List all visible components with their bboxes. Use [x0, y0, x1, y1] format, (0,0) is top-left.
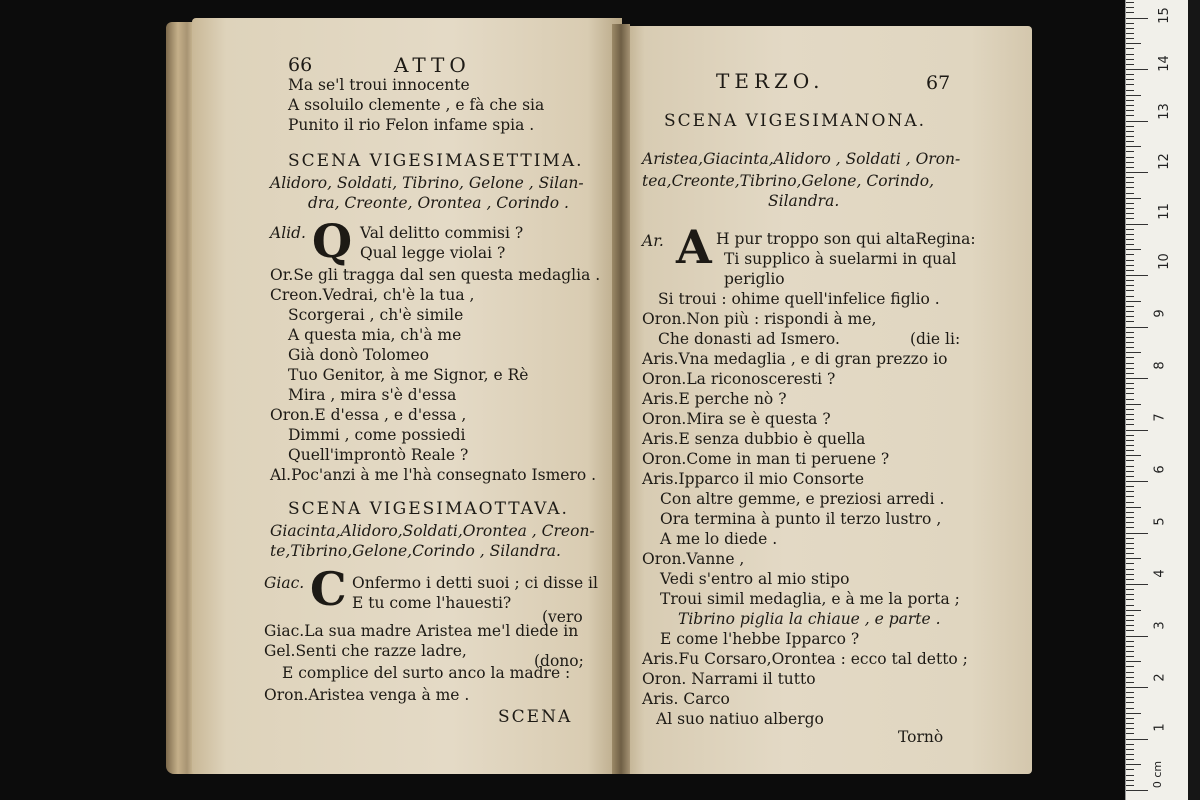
ruler-tick	[1126, 450, 1134, 451]
ruler-tick	[1126, 69, 1148, 70]
speaker-label: Alid.	[270, 224, 306, 242]
ruler-tick	[1126, 193, 1134, 194]
text-line: Oron.Mira se è questa ?	[642, 410, 831, 428]
ruler-tick	[1126, 749, 1134, 750]
ruler-label: 5	[1152, 517, 1168, 526]
ruler-tick	[1126, 599, 1134, 600]
scene-title: SCENA VIGESIMAOTTAVA.	[288, 499, 569, 519]
book-gutter	[612, 24, 630, 774]
text-line: Con altre gemme, e preziosi arredi .	[660, 490, 945, 508]
speaker-label: Ar.	[642, 232, 664, 250]
ruler-tick	[1126, 538, 1134, 539]
ruler-tick	[1126, 383, 1134, 384]
ruler-tick	[1126, 172, 1148, 173]
ruler-tick	[1126, 620, 1134, 621]
text-line: Creon.Vedrai, ch'è la tua ,	[270, 286, 475, 304]
ruler-tick	[1126, 584, 1148, 585]
ruler-tick	[1126, 90, 1134, 91]
ruler-tick	[1126, 352, 1141, 353]
text-line: Aris.Vna medaglia , e di gran prezzo io	[642, 350, 948, 368]
cast-list: dra, Creonte, Orontea , Corindo .	[308, 194, 569, 212]
text-line: (dono;	[534, 652, 584, 670]
ruler-tick	[1126, 430, 1148, 431]
text-line: Al suo natiuo albergo	[656, 710, 824, 728]
ruler-tick	[1126, 630, 1134, 631]
speaker-label: Giac.	[264, 574, 305, 592]
text-line: Vedi s'entro al mio stipo	[660, 570, 850, 588]
ruler-tick	[1126, 357, 1134, 358]
text-line: Scorgerai , ch'è simile	[288, 306, 464, 324]
ruler-tick	[1126, 393, 1134, 394]
ruler-label: 11	[1156, 203, 1172, 220]
text-line: Gel.Senti che razze ladre,	[264, 642, 467, 660]
ruler-tick	[1126, 121, 1148, 122]
ruler-tick	[1126, 687, 1148, 688]
text-line: Oron.Vanne ,	[642, 550, 745, 568]
left-page-number: 66	[288, 54, 313, 76]
text-line: Or.Se gli tragga dal sen questa medaglia .	[270, 266, 601, 284]
ruler-label: 7	[1152, 413, 1168, 422]
ruler-tick	[1126, 491, 1134, 492]
ruler-tick	[1126, 48, 1134, 49]
ruler-tick	[1126, 141, 1134, 142]
ruler-tick	[1126, 43, 1141, 44]
ruler-tick	[1126, 249, 1141, 250]
ruler-tick	[1126, 18, 1148, 19]
text-line: E come l'hebbe Ipparco ?	[660, 630, 860, 648]
ruler-tick	[1126, 476, 1134, 477]
ruler-tick	[1126, 672, 1134, 673]
ruler-label: 2	[1152, 673, 1168, 682]
catchword: Tornò	[898, 728, 944, 746]
ruler-tick	[1126, 543, 1134, 544]
ruler-tick	[1126, 316, 1134, 317]
ruler-tick	[1126, 146, 1141, 147]
ruler-tick	[1126, 455, 1141, 456]
text-line: Qual legge violai ?	[360, 244, 506, 262]
ruler-tick	[1126, 785, 1134, 786]
ruler-tick	[1126, 290, 1134, 291]
ruler-label: 12	[1156, 153, 1172, 170]
ruler-tick	[1126, 177, 1134, 178]
ruler-tick	[1126, 656, 1134, 657]
ruler-tick	[1126, 198, 1141, 199]
ruler-label: 0 cm	[1151, 760, 1165, 789]
ruler-tick	[1126, 625, 1134, 626]
ruler-tick	[1126, 702, 1134, 703]
ruler-tick	[1126, 496, 1134, 497]
drop-cap: A	[676, 220, 712, 274]
ruler-tick	[1126, 218, 1134, 219]
text-line: Tuo Genitor, à me Signor, e Rè	[288, 366, 529, 384]
ruler-tick	[1126, 254, 1134, 255]
ruler-tick	[1126, 677, 1134, 678]
ruler-tick	[1126, 790, 1148, 791]
ruler-tick	[1126, 527, 1134, 528]
ruler-tick	[1126, 157, 1134, 158]
ruler-tick	[1126, 270, 1134, 271]
ruler-tick	[1126, 105, 1134, 106]
ruler-tick	[1126, 445, 1134, 446]
text-line: Aris.Fu Corsaro,Orontea : ecco tal detto ;	[642, 650, 968, 668]
text-line: H pur troppo son qui altaRegina:	[716, 230, 976, 248]
ruler-tick	[1126, 7, 1134, 8]
ruler-tick	[1126, 424, 1134, 425]
ruler-tick	[1126, 713, 1141, 714]
ruler-tick	[1126, 615, 1134, 616]
ruler-tick	[1126, 636, 1148, 637]
ruler-label: 8	[1152, 361, 1168, 370]
ruler-tick	[1126, 95, 1141, 96]
cast-list: te,Tibrino,Gelone,Corindo , Silandra.	[270, 542, 561, 560]
text-line: A ssoluilo clemente , e fà che sia	[288, 96, 545, 114]
ruler-edge	[1188, 0, 1200, 800]
ruler-tick	[1126, 440, 1134, 441]
text-line: Punito il rio Felon infame spia .	[288, 116, 535, 134]
ruler-tick	[1126, 646, 1134, 647]
text-line: Oron.Non più : rispondi à me,	[642, 310, 877, 328]
ruler-tick	[1126, 780, 1134, 781]
ruler-tick	[1126, 224, 1148, 225]
text-line: Quell'improntò Reale ?	[288, 446, 469, 464]
ruler-tick	[1126, 409, 1134, 410]
left-running-head: ATTO	[394, 53, 471, 77]
text-line: Val delitto commisi ?	[360, 224, 524, 242]
ruler-tick	[1126, 502, 1134, 503]
cast-list: Aristea,Giacinta,Alidoro , Soldati , Oron-	[642, 150, 961, 168]
ruler-tick	[1126, 507, 1141, 508]
ruler-tick	[1126, 378, 1148, 379]
text-line: A me lo diede .	[660, 530, 778, 548]
right-page	[620, 26, 1032, 774]
ruler-tick	[1126, 723, 1134, 724]
text-line: Giac.La sua madre Aristea me'l diede in	[264, 622, 579, 640]
ruler-tick	[1126, 229, 1134, 230]
text-line: Oron. Narrami il tutto	[642, 670, 816, 688]
ruler-tick	[1126, 579, 1134, 580]
ruler-tick	[1126, 553, 1134, 554]
ruler-tick	[1126, 769, 1134, 770]
text-line: Aris.E senza dubbio è quella	[642, 430, 866, 448]
ruler-tick	[1126, 208, 1134, 209]
ruler-tick	[1126, 605, 1134, 606]
ruler-tick	[1126, 327, 1148, 328]
ruler-label: 1	[1152, 723, 1168, 732]
ruler-tick	[1126, 187, 1134, 188]
ruler-tick	[1126, 136, 1134, 137]
ruler-tick	[1126, 517, 1134, 518]
left-page	[192, 18, 622, 774]
text-line: Al.Poc'anzi à me l'hà consegnato Ismero .	[270, 466, 597, 484]
ruler-label: 9	[1152, 309, 1168, 318]
ruler-tick	[1126, 708, 1134, 709]
ruler-tick	[1126, 275, 1148, 276]
ruler-tick	[1126, 2, 1134, 3]
ruler-tick	[1126, 79, 1134, 80]
ruler-tick	[1126, 54, 1134, 55]
text-line: Ti supplico à suelarmi in qual	[724, 250, 957, 268]
ruler-tick	[1126, 739, 1148, 740]
text-line: periglio	[724, 270, 785, 288]
ruler-tick	[1126, 419, 1134, 420]
ruler-tick	[1126, 59, 1134, 60]
ruler-tick	[1126, 126, 1134, 127]
text-line: Troui simil medaglia, e à me la porta ;	[660, 590, 960, 608]
ruler-tick	[1126, 481, 1148, 482]
text-line: Già donò Tolomeo	[288, 346, 429, 364]
ruler-label: 15	[1156, 7, 1172, 24]
ruler-tick	[1126, 74, 1134, 75]
ruler-tick	[1126, 347, 1134, 348]
text-line: Oron.La riconosceresti ?	[642, 370, 836, 388]
ruler-tick	[1126, 728, 1134, 729]
ruler-tick	[1126, 666, 1134, 667]
ruler-tick	[1126, 373, 1134, 374]
ruler-tick	[1126, 213, 1134, 214]
ruler-tick	[1126, 661, 1141, 662]
right-running-head: TERZO.	[716, 69, 825, 93]
ruler-tick	[1126, 285, 1134, 286]
catchword: SCENA	[498, 707, 573, 727]
ruler-tick	[1126, 775, 1134, 776]
text-line: (die li:	[910, 330, 961, 348]
ruler-tick	[1126, 296, 1134, 297]
ruler-tick	[1126, 239, 1134, 240]
text-line: E tu come l'hauesti?	[352, 594, 512, 612]
ruler-tick	[1126, 115, 1134, 116]
ruler-tick	[1126, 558, 1141, 559]
text-line: Si troui : ohime quell'infelice figlio .	[658, 290, 940, 308]
ruler-tick	[1126, 311, 1134, 312]
cast-list: Alidoro, Soldati, Tibrino, Gelone , Silan-	[270, 174, 584, 192]
text-line: Ora termina à punto il terzo lustro ,	[660, 510, 942, 528]
ruler-tick	[1126, 486, 1134, 487]
text-line: Aris. Carco	[642, 690, 730, 708]
ruler-tick	[1126, 759, 1134, 760]
ruler-tick	[1126, 563, 1134, 564]
ruler-tick	[1126, 33, 1134, 34]
ruler-label: 13	[1156, 103, 1172, 120]
ruler-label: 6	[1152, 465, 1168, 474]
ruler-tick	[1126, 167, 1134, 168]
text-line: Oron.Come in man ti peruene ?	[642, 450, 890, 468]
ruler-tick	[1126, 280, 1134, 281]
ruler-tick	[1126, 131, 1134, 132]
text-line: Ma se'l troui innocente	[288, 76, 470, 94]
ruler-tick	[1126, 435, 1134, 436]
ruler-label: 14	[1156, 55, 1172, 72]
ruler-tick	[1126, 306, 1134, 307]
ruler-label: 10	[1156, 253, 1172, 270]
ruler-tick	[1126, 342, 1134, 343]
ruler-tick	[1126, 182, 1134, 183]
text-line: Onfermo i detti suoi ; ci disse il	[352, 574, 598, 592]
text-line: Oron.E d'essa , e d'essa ,	[270, 406, 467, 424]
ruler-tick	[1126, 414, 1134, 415]
ruler-tick	[1126, 100, 1134, 101]
ruler-tick	[1126, 203, 1134, 204]
drop-cap: Q	[312, 214, 353, 268]
text-line: (vero	[542, 608, 583, 626]
ruler-tick	[1126, 471, 1134, 472]
ruler-tick	[1126, 64, 1134, 65]
text-line: Dimmi , come possiedi	[288, 426, 466, 444]
ruler-tick	[1126, 332, 1134, 333]
scene-title: SCENA VIGESIMASETTIMA.	[288, 151, 584, 171]
ruler-tick	[1126, 512, 1134, 513]
ruler-tick	[1126, 162, 1134, 163]
text-line: Aris.Ipparco il mio Consorte	[642, 470, 865, 488]
ruler-tick	[1126, 594, 1134, 595]
measuring-ruler	[1125, 0, 1192, 800]
ruler-tick	[1126, 363, 1134, 364]
ruler-tick	[1126, 533, 1148, 534]
ruler-tick	[1126, 23, 1134, 24]
ruler-tick	[1126, 641, 1134, 642]
ruler-tick	[1126, 569, 1134, 570]
ruler-tick	[1126, 651, 1134, 652]
ruler-tick	[1126, 548, 1134, 549]
text-line: A questa mia, ch'à me	[288, 326, 462, 344]
ruler-tick	[1126, 28, 1134, 29]
ruler-tick	[1126, 110, 1134, 111]
ruler-tick	[1126, 682, 1134, 683]
ruler-tick	[1126, 460, 1134, 461]
ruler-tick	[1126, 404, 1141, 405]
ruler-tick	[1126, 244, 1134, 245]
text-line: Mira , mira s'è d'essa	[288, 386, 457, 404]
ruler-tick	[1126, 151, 1134, 152]
ruler-tick	[1126, 466, 1134, 467]
text-line: Che donasti ad Ismero.	[658, 330, 840, 348]
ruler-tick	[1126, 234, 1134, 235]
stage-direction: Tibrino piglia la chiaue , e parte .	[678, 610, 941, 628]
drop-cap: C	[310, 562, 347, 616]
ruler-tick	[1126, 733, 1134, 734]
ruler-tick	[1126, 589, 1134, 590]
text-line: Aris.E perche nò ?	[642, 390, 787, 408]
ruler-tick	[1126, 399, 1134, 400]
ruler-tick	[1126, 84, 1134, 85]
ruler-tick	[1126, 337, 1134, 338]
ruler-tick	[1126, 368, 1134, 369]
text-line: Oron.Aristea venga à me .	[264, 686, 470, 704]
ruler-tick	[1126, 265, 1134, 266]
ruler-tick	[1126, 321, 1134, 322]
right-page-number: 67	[926, 72, 951, 94]
ruler-tick	[1126, 260, 1134, 261]
ruler-tick	[1126, 718, 1134, 719]
ruler-tick	[1126, 38, 1134, 39]
ruler-label: 4	[1152, 569, 1168, 578]
cast-list: tea,Creonte,Tibrino,Gelone, Corindo,	[642, 172, 935, 190]
ruler-tick	[1126, 692, 1134, 693]
ruler-tick	[1126, 754, 1134, 755]
cast-list: Giacinta,Alidoro,Soldati,Orontea , Creon-	[270, 522, 595, 540]
ruler-tick	[1126, 574, 1134, 575]
ruler-tick	[1126, 12, 1134, 13]
ruler-tick	[1126, 522, 1134, 523]
cast-list: Silandra.	[768, 192, 840, 210]
text-line: E complice del surto anco la madre :	[282, 664, 571, 682]
ruler-tick	[1126, 388, 1134, 389]
ruler-tick	[1126, 697, 1134, 698]
ruler-tick	[1126, 764, 1141, 765]
ruler-tick	[1126, 301, 1141, 302]
scene-title: SCENA VIGESIMANONA.	[664, 111, 927, 131]
ruler-label: 3	[1152, 621, 1168, 630]
ruler-tick	[1126, 610, 1141, 611]
ruler-tick	[1126, 744, 1134, 745]
